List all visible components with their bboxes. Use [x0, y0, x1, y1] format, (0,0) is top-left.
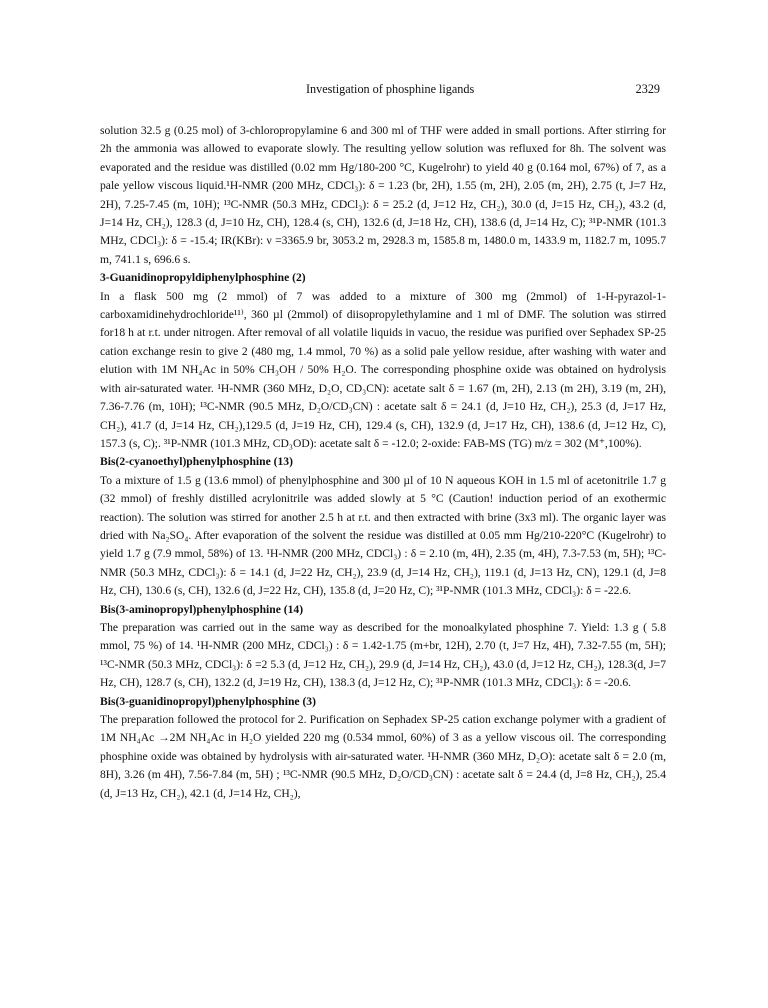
paragraph-continued: solution 32.5 g (0.25 mol) of 3-chloropropylamine 6 and 300 ml of THF were added in small portions. After stirring for 2h the ammonia was allowed to evaporate slowly. The resulting yellow solution was refluxed for 8h. The solvent was evaporated and the residue was distilled (0.02 mm Hg/180-200 °C, Kugelrohr) to yield 40 g (0.164 mol, 67%) of 7, as a pale yellow viscous liquid.¹H-NMR (200 MHz, CDCl₃): δ = 1.23 (br, 2H), 1.55 (m, 2H), 2.05 (m, 2H), 2.75 (t, J=7 Hz, 2H), 7.25-7.45 (m, 10H); ¹³C-NMR (50.3 MHz, CDCl₃): δ = 25.2 (d, J=12 Hz, CH₂), 30.0 (d, J=15 Hz, CH₂), 43.2 (d, J=14 Hz, CH₂), 128.3 (d, J=10 Hz, CH), 128.4 (s, CH), 132.6 (d, J=18 Hz, CH), 138.6 (d, J=14 Hz, C); ³¹P-NMR (101.3 MHz, CDCl₃): δ = -15.4; IR(KBr): ν =3365.9 br, 3053.2 m, 2928.3 m, 1585.8 m, 1480.0 m, 1433.9 m, 1182.7 m, 1095.7 m, 741.1 s, 696.6 s. — [100, 124, 666, 266]
paragraph-guanidinopropyldiphenylphosphine: In a flask 500 mg (2 mmol) of 7 was added to a mixture of 300 mg (2mmol) of 1-H-pyrazol-1-carboxamidinehydrochloride¹¹⁾, 360 µl (2mmol) of diisopropylethylamine and 1 ml of DMF. The solution was stirred for18 h at r.t. under nitrogen. After removal of all volatile liquids in vacuo, the residue was purified over Sephadex SP-25 cation exchange resin to give 2 (480 mg, 1.4 mmol, 70 %) as a solid pale yellow residue, after washing with water and elution with 1M NH₄Ac in 50% CH₃OH / 50% H₂O. The corresponding phosphine oxide was obtained on hydrolysis with air-saturated water. ¹H-NMR (360 MHz, D₂O, CD₃CN): acetate salt δ = 1.67 (m, 2H), 2.13 (m 2H), 3.19 (m, 2H), 7.36-7.76 (m, 10H); ¹³C-NMR (90.5 MHz, D₂O/CD₃CN) : acetate salt δ = 24.1 (d, J=10 Hz, CH₂), 25.3 (d, J=17 Hz, CH₂), 41.7 (d, J=14 Hz, CH₂),129.5 (d, J=19 Hz, CH), 129.4 (s, CH), 132.9 (d, J=17 Hz, CH), 138.6 (d, J=12 Hz, C), 157.3 (s, C);. ³¹P-NMR (101.3 MHz, CD₃OD): acetate salt δ = -12.0; 2-oxide: FAB-MS (TG) m/z = 302 (M⁺,100%). — [100, 289, 666, 450]
running-title: Investigation of phosphine ligands — [306, 82, 475, 96]
paragraph-bis-aminopropyl-phenylphosphine: The preparation was carried out in the same way as described for the monoalkylated phosphine 7. Yield: 1.3 g ( 5.8 mmol, 75 %) of 14. ¹H-NMR (200 MHz, CDCl₃) : δ = 1.42-1.75 (m+br, 12H), 2.70 (t, J=7 Hz, 4H), 7.32-7.55 (m, 5H); ¹³C-NMR (50.3 MHz, CDCl₃): δ =2 5.3 (d, J=12 Hz, CH₂), 29.9 (d, J=14 Hz, CH₂), 43.0 (d, J=12 Hz, CH₂), 128.3(d, J=7 Hz, CH), 128.7 (s, CH), 132.2 (d, J=19 Hz, CH), 138.3 (d, J=12 Hz, C); ³¹P-NMR (101.3 MHz, CDCl₃): δ = -20.6. — [100, 620, 666, 690]
section-heading-bis-aminopropyl-phenylphosphine: Bis(3-aminopropyl)phenylphosphine (14) — [100, 602, 304, 616]
section-heading-bis-cyanoethyl-phenylphosphine: Bis(2-cyanoethyl)phenylphosphine (13) — [100, 455, 293, 469]
paragraph-bis-cyanoethyl-phenylphosphine: To a mixture of 1.5 g (13.6 mmol) of phenylphosphine and 300 µl of 10 N aqueous KOH in 1.5 ml of acetonitrile 1.7 g (32 mmol) of freshly distilled acrylonitrile was added slowly at 5 °C (Caution! induction period of an exothermic reaction). The solution was stirred for another 2.5 h at r.t. and then extracted with brine (3x3 ml). The organic layer was dried with Na₂SO₄. After evaporation of the solvent the residue was distilled at 0.05 mm Hg/210-220°C (Kugelrohr) to yield 1.7 g (7.9 mmol, 58%) of 13. ¹H-NMR (200 MHz, CDCl₃) : δ = 2.10 (m, 4H), 2.35 (m, 4H), 7.3-7.53 (m, 5H); ¹³C-NMR (50.3 MHz, CDCl₃): δ = 14.1 (d, J=22 Hz, CH₂), 23.9 (d, J=14 Hz, CH₂), 119.1 (d, J=13 Hz, CN), 129.1 (d, J=8 Hz, CH), 130.6 (s, CH), 132.6 (d, J=22 Hz, CH), 135.8 (d, J=20 Hz, C); ³¹P-NMR (101.3 MHz, CDCl₃): δ = -22.6. — [100, 473, 666, 598]
page-number: 2329 — [635, 82, 660, 96]
article-body — [100, 122, 666, 803]
section-heading-bis-guanidinopropyl-phenylphosphine: Bis(3-guanidinopropyl)phenylphosphine (3) — [100, 694, 316, 708]
paragraph-bis-guanidinopropyl-phenylphosphine: The preparation followed the protocol for 2. Purification on Sephadex SP-25 cation exchange polymer with a gradient of 1M NH₄Ac →2M NH₄Ac in H₂O yielded 220 mg (0.534 mmol, 60%) of 3 as a yellow viscous oil. The corresponding phosphine oxide was obtained by hydrolysis with air-saturated water. ¹H-NMR (360 MHz, D₂O): acetate salt δ = 2.0 (m, 8H), 3.26 (m 4H), 7.56-7.84 (m, 5H) ; ¹³C-NMR (90.5 MHz, D₂O/CD₃CN) : acetate salt δ = 24.4 (d, J=8 Hz, CH₂), 25.4 (d, J=13 Hz, CH₂), 42.1 (d, J=14 Hz, CH₂), — [100, 713, 666, 800]
section-heading-guanidinopropyldiphenylphosphine: 3-Guanidinopropyldiphenylphosphine (2) — [100, 271, 306, 285]
